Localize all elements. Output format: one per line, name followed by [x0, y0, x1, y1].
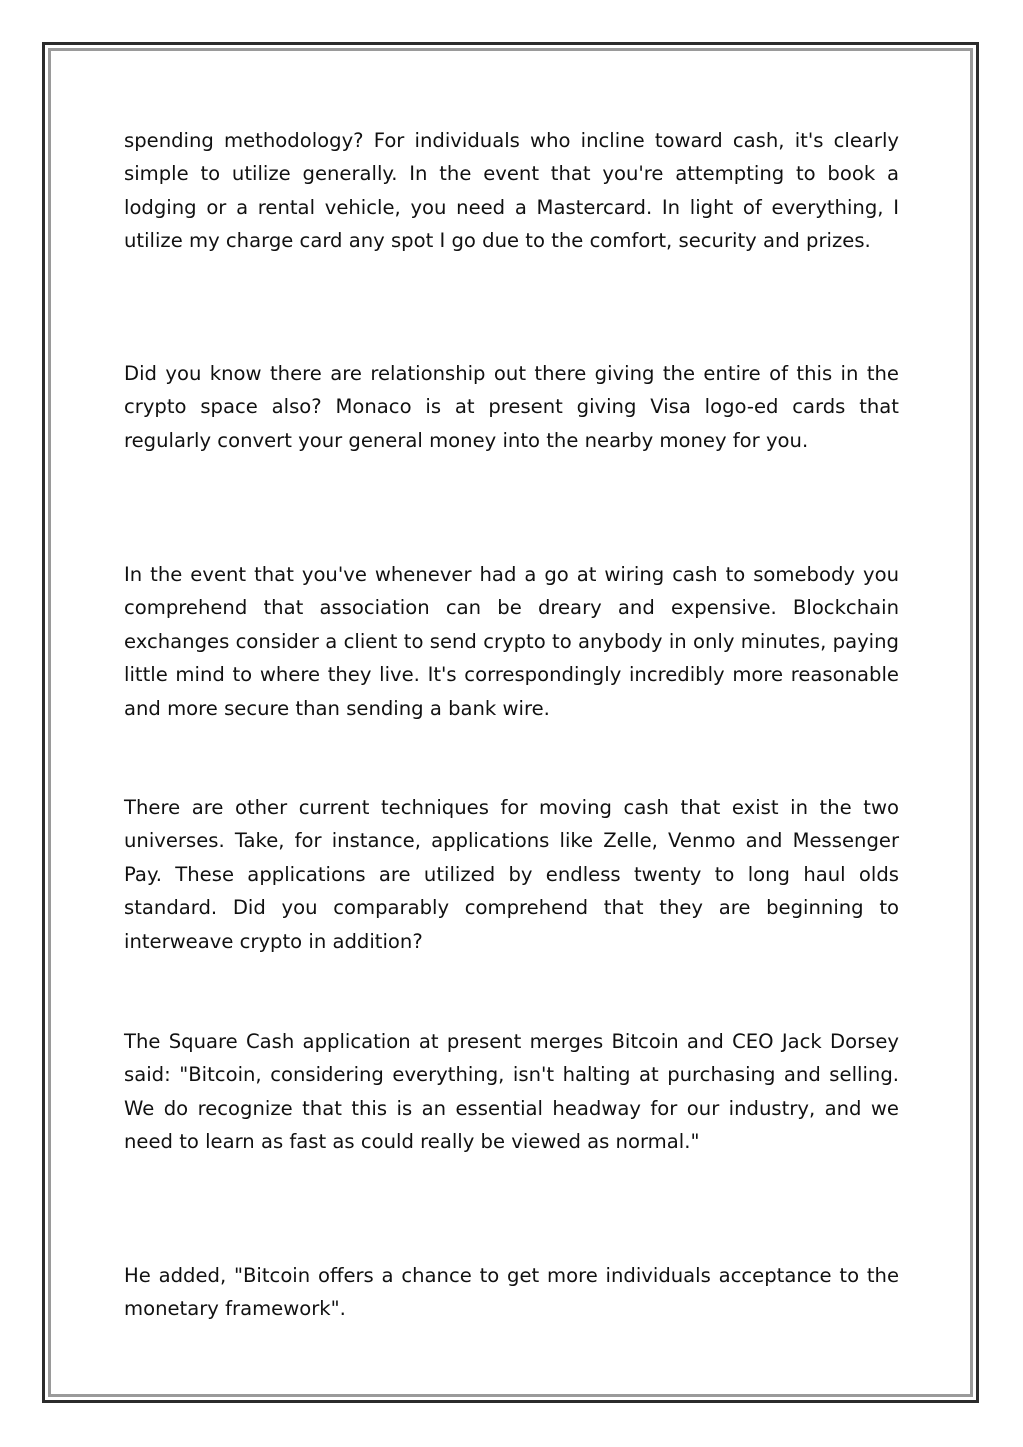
paragraph-spending-methodology: spending methodology? For individuals who incline toward cash, it's clearly simple to utilize generally. In the event that you're attempting to book a lodging or a rental vehicle, you need a Mastercard. In light of everything, I utilize my charge card any spot I go due to the comfort, security and prizes. [124, 129, 899, 253]
paragraph-wiring-cash: In the event that you've whenever had a go at wiring cash to somebody you comprehend that association can be dreary and expensive. Blockchain exchanges consider a client to send crypto to anybody in only minutes, paying little mind to where they live. It's correspondingly incredibly more reasonable and more secure than sending a bank wire. [124, 563, 899, 720]
paragraph-square-cash: The Square Cash application at present merges Bitcoin and CEO Jack Dorsey said: "Bitcoin, considering everything, isn't halting at purchasing and selling. We do recognize that this is an essential headway for our industry, and we need to learn as fast as could really be viewed as normal." [124, 1030, 899, 1154]
paragraph-current-techniques: There are other current techniques for moving cash that exist in the two universes. Take, for instance, applications like Zelle, Venmo and Messenger Pay. These applications are utilized by endless twenty to long haul olds standard. Did you comparably comprehend that they are beginning to interweave crypto in addition? [124, 796, 899, 953]
paragraph-crypto-space: Did you know there are relationship out there giving the entire of this in the crypto space also? Monaco is at present giving Visa logo-ed cards that regularly convert your general money into the nearby money for you. [124, 362, 899, 452]
paragraph-he-added: He added, "Bitcoin offers a chance to get more individuals acceptance to the monetary framework". [124, 1264, 899, 1321]
